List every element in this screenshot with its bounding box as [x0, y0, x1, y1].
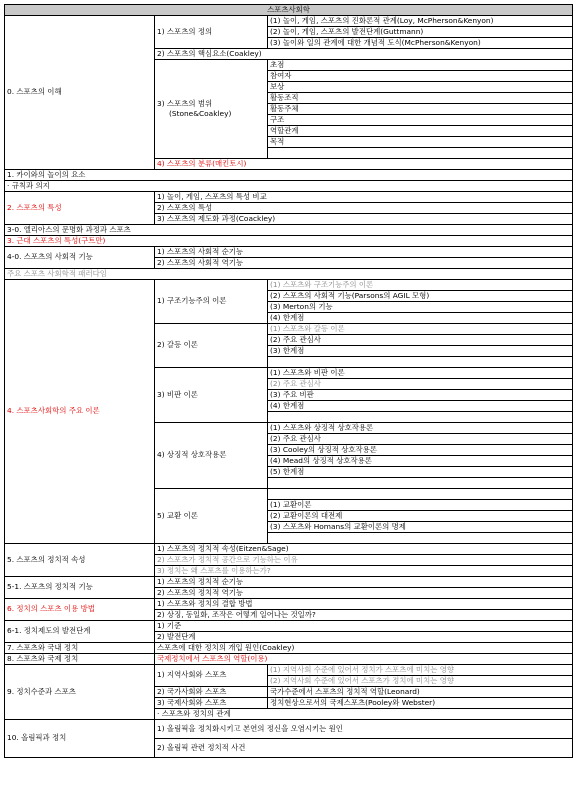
- s0-sub3-spacer: [268, 148, 573, 159]
- theory-item: (2) 스포츠의 사회적 기능(Parsons의 AGIL 모형): [268, 291, 573, 302]
- section-3-0-label: 3-0. 엘리아스의 문명화 과정과 스포츠: [5, 225, 573, 236]
- theory-item: (2) 주요 관심사: [268, 434, 573, 445]
- s9-item: 국가수준에서 스포츠의 정치적 역할(Leonard): [268, 687, 573, 698]
- s2-item: 3) 스포츠의 제도화 과정(Coackley): [155, 214, 573, 225]
- theory-item: (3) Merton의 기능: [268, 302, 573, 313]
- s0-sub3-label-line1: 3) 스포츠의 범위: [157, 98, 213, 108]
- s5-1-item: 1) 스포츠의 정치적 순기능: [155, 577, 573, 588]
- s0-sub3-item: 목적: [268, 137, 573, 148]
- s0-sub3-item: 참여자: [268, 71, 573, 82]
- s0-sub3-item: 보상: [268, 82, 573, 93]
- section-0-label: 0. 스포츠의 이해: [5, 16, 155, 170]
- s0-sub1-item: (3) 놀이와 일의 관계에 대한 개념적 도식(McPherson&Kenyon): [268, 38, 573, 49]
- title-row: [5, 5, 573, 16]
- s10-item: 1) 올림픽을 정치화시키고 본연의 정신을 오염시키는 원인: [155, 720, 573, 739]
- s0-sub2-label: 2) 스포츠의 핵심요소(Coakley): [155, 49, 573, 60]
- theory-item: (4) Mead의 상징적 상호작용론: [268, 456, 573, 467]
- s0-sub1-item: (2) 놀이, 게임, 스포츠의 발전단계(Guttmann): [268, 27, 573, 38]
- s0-sub3-label: [155, 60, 268, 159]
- outline-table: [4, 4, 573, 758]
- theory-label: 3) 비판 이론: [155, 368, 268, 423]
- s5-item: 1) 스포츠의 정치적 속성(Eitzen&Sage): [155, 544, 573, 555]
- s4-0-item: 1) 스포츠의 사회적 순기능: [155, 247, 573, 258]
- s9-item: (2) 지역사회 수준에 있어서 스포츠가 정치에 미치는 영향: [268, 676, 573, 687]
- s5-item: 2) 스포츠가 정치적 공간으로 기능하는 이유: [155, 555, 573, 566]
- theory-item: (3) 스포츠와 Homans의 교환이론의 명제: [268, 522, 573, 533]
- s9-row-label: 3) 국제사회와 스포츠: [155, 698, 268, 709]
- theory-item: (1) 스포츠와 비판 이론: [268, 368, 573, 379]
- s0-sub3-item: 초점: [268, 60, 573, 71]
- section-4-0-label: 4-0. 스포츠의 사회적 기능: [5, 247, 155, 269]
- theory-item: (2) 주요 관심사: [268, 379, 573, 390]
- section-10-label: 10. 올림픽과 정치: [5, 720, 155, 758]
- s0-sub1-label: 1) 스포츠의 정의: [155, 16, 268, 49]
- theory-label: 2) 갈등 이론: [155, 324, 268, 368]
- theory-item: (1) 교환이론: [268, 500, 573, 511]
- theory-item: (3) 한계점: [268, 346, 573, 357]
- s6-1-item: 1) 기준: [155, 621, 573, 632]
- s2-item: 1) 놀이, 게임, 스포츠의 특성 비교: [155, 192, 573, 203]
- section-8-label: 8. 스포츠와 국제 정치: [5, 654, 155, 665]
- s4-0-item: 2) 스포츠의 사회적 역기능: [155, 258, 573, 269]
- section-5-label: 5. 스포츠의 정치적 속성: [5, 544, 155, 577]
- document-title: 스포츠사회학: [5, 5, 573, 16]
- section-6-1-label: 6-1. 정치제도의 발전단계: [5, 621, 155, 643]
- s9-row-label: 2) 국가사회와 스포츠: [155, 687, 268, 698]
- section-1-label: 1. 카이와의 놀이의 요소: [5, 170, 573, 181]
- s0-sub3-item: 역할관계: [268, 126, 573, 137]
- theory-spacer: [268, 412, 573, 423]
- s8-text: 국제정치에서 스포츠의 역할(이용): [155, 654, 573, 665]
- theory-item: (1) 스포츠와 구조기능주의 이론: [268, 280, 573, 291]
- section-4-note: 주요 스포츠 사회학적 패러다임: [5, 269, 573, 280]
- s6-item: 1) 스포츠와 정치의 결합 방법: [155, 599, 573, 610]
- s0-sub1-item: (1) 놀이, 게임, 스포츠의 진화론적 관계(Loy, McPherson&Kenyon): [268, 16, 573, 27]
- s9-item: 정치현상으로서의 국제스포츠(Pooley와 Webster): [268, 698, 573, 709]
- outline-document: [4, 4, 572, 758]
- theory-item: (2) 교환이론의 대전제: [268, 511, 573, 522]
- theory-item: (4) 한계점: [268, 313, 573, 324]
- section-2-label: 2. 스포츠의 특성: [5, 192, 155, 225]
- s6-item: 2) 상징, 동일화, 조작은 어떻게 일어나는 것일까?: [155, 610, 573, 621]
- s9-note: · 스포츠와 정치의 관계: [155, 709, 573, 720]
- s5-item: 3) 정치는 왜 스포츠를 이용하는가?: [155, 566, 573, 577]
- theory-item: (3) 주요 비판: [268, 390, 573, 401]
- section-7-label: 7. 스포츠와 국내 정치: [5, 643, 155, 654]
- s9-item: (1) 지역사회 수준에 있어서 정치가 스포츠에 미치는 영향: [268, 665, 573, 676]
- s6-1-item: 2) 발전단계: [155, 632, 573, 643]
- theory-label: 5) 교환 이론: [155, 489, 268, 544]
- theory-spacer: [268, 489, 573, 500]
- theory-item: (4) 한계점: [268, 401, 573, 412]
- s0-sub4-label: 4) 스포츠의 분류(매킨토시): [155, 159, 573, 170]
- s9-row-label: 1) 지역사회와 스포츠: [155, 665, 268, 687]
- s10-item: 2) 올림픽 관련 정치적 사건: [155, 739, 573, 758]
- theory-label: 4) 상징적 상호작용론: [155, 423, 268, 489]
- theory-item: (1) 스포츠와 갈등 이론: [268, 324, 573, 335]
- theory-spacer: [268, 533, 573, 544]
- s7-text: 스포츠에 대한 정치의 개입 원인(Coakley): [155, 643, 573, 654]
- section-4-label: 4. 스포츠사회학의 주요 이론: [5, 280, 155, 544]
- theory-spacer: [268, 478, 573, 489]
- theory-spacer: [268, 357, 573, 368]
- section-5-1-label: 5-1. 스포츠의 정치적 기능: [5, 577, 155, 599]
- s5-1-item: 2) 스포츠의 정치적 역기능: [155, 588, 573, 599]
- section-9-label: 9. 정치수준과 스포츠: [5, 665, 155, 720]
- s0-sub3-item: 활동주체: [268, 104, 573, 115]
- theory-label: 1) 구조기능주의 이론: [155, 280, 268, 324]
- theory-item: (3) Cooley의 상징적 상호작용론: [268, 445, 573, 456]
- section-1-note: · 규칙과 의지: [5, 181, 573, 192]
- s0-sub3-item: 구조: [268, 115, 573, 126]
- theory-item: (2) 주요 관심사: [268, 335, 573, 346]
- theory-item: (1) 스포츠와 상징적 상호작용론: [268, 423, 573, 434]
- s0-sub3-item: 활동조직: [268, 93, 573, 104]
- section-3-label: 3. 근대 스포츠의 특성(구트만): [5, 236, 573, 247]
- section-6-label: 6. 정치의 스포츠 이용 방법: [5, 599, 155, 621]
- theory-item: (5) 한계점: [268, 467, 573, 478]
- s2-item: 2) 스포츠의 특성: [155, 203, 573, 214]
- s0-sub3-label-line2: (Stone&Coakley): [169, 109, 232, 118]
